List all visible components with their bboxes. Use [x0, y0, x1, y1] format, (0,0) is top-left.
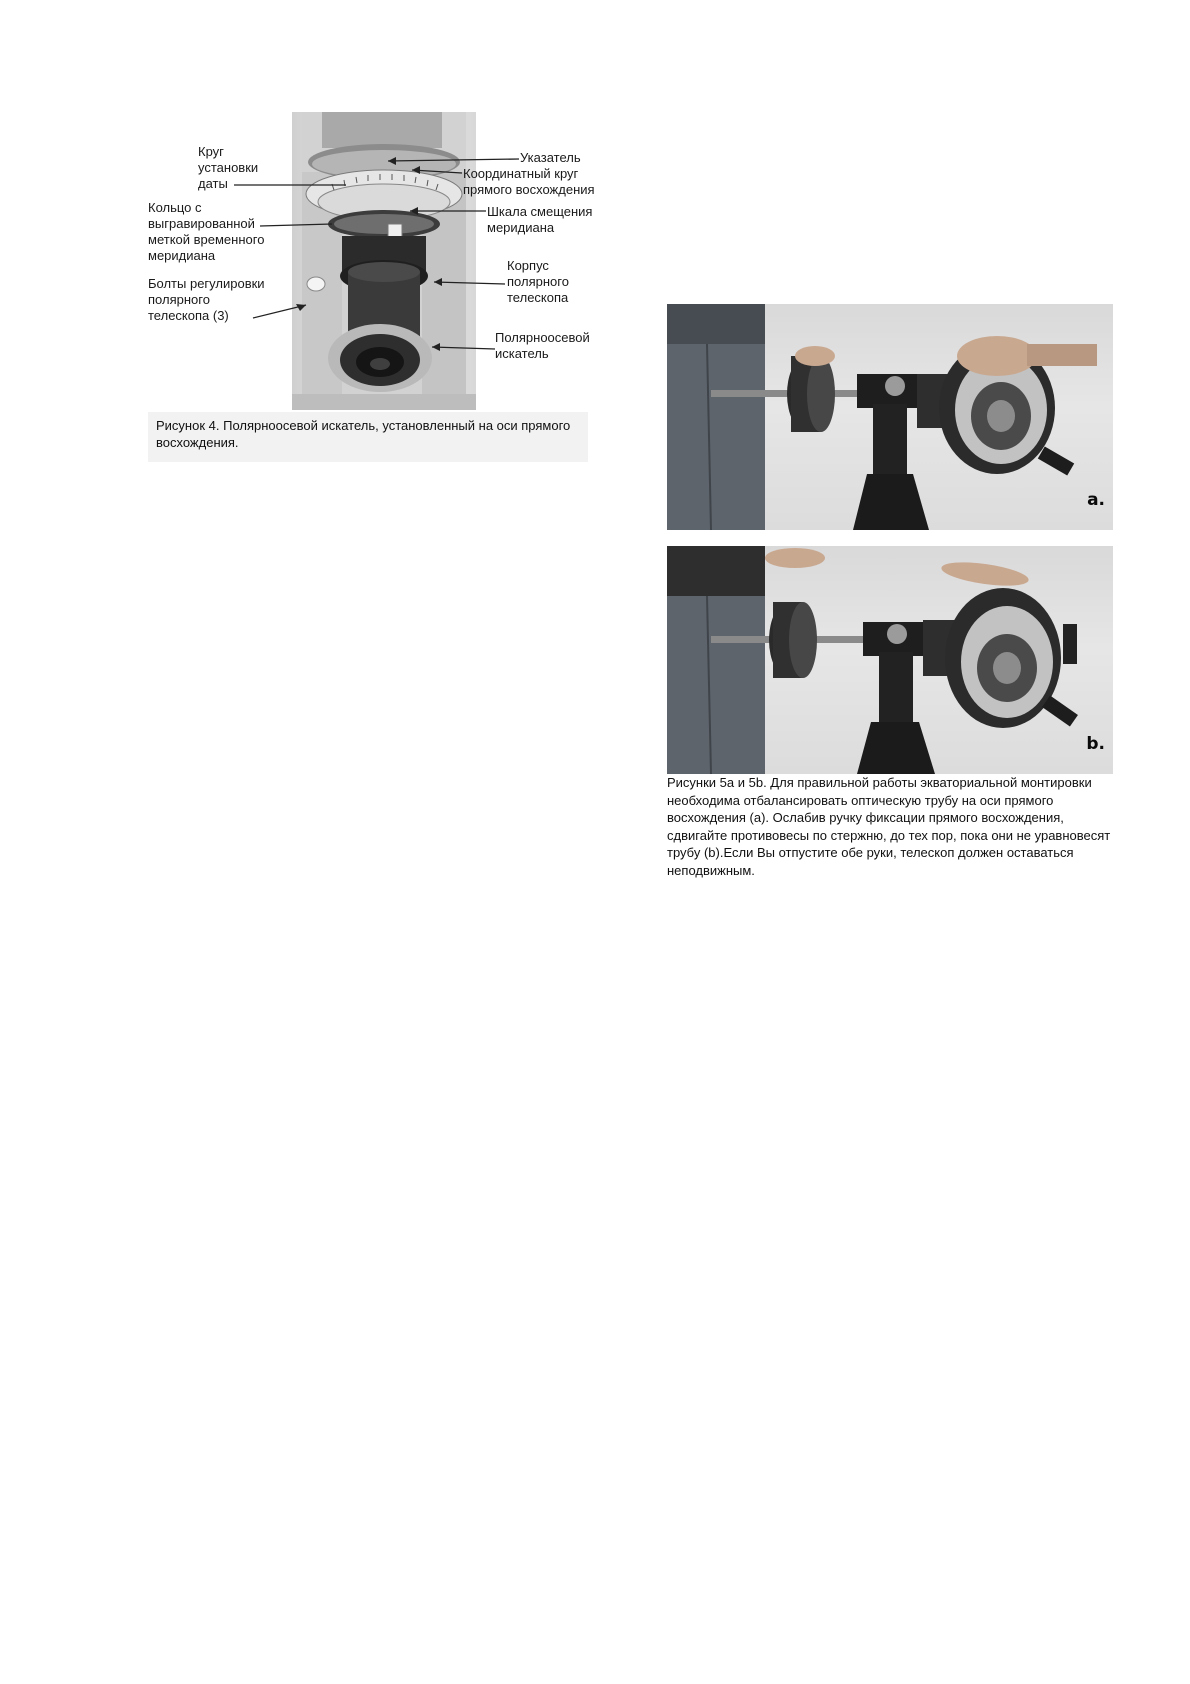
figure-5-caption: Рисунки 5a и 5b. Для правильной работы экваториальной монтировки необходима отбалансировать оптическую трубу на оси прямого восхождения (a). Ослабив ручку фиксации прямого восхождения, сдвигайте противовесы по стержню, до тех пор, пока они не уравновесят трубу (b).Если Вы отпустите обе руки, телескоп должен оставаться неподвижным.: [667, 775, 1111, 878]
callout-meridian-ring: Кольцо с выгравированной меткой временного меридиана: [148, 200, 265, 263]
callout-date-circle: Круг установки даты: [198, 144, 259, 191]
figure-4-caption: Рисунок 4. Полярноосевой искатель, установленный на оси прямого восхождения.: [148, 412, 588, 462]
balance-photo-b: [667, 546, 1113, 774]
callout-pointer: Указатель: [520, 150, 581, 165]
panel-label-b: b.: [1086, 734, 1105, 754]
callout-polar-housing: Корпус полярного телескопа: [507, 258, 569, 305]
callout-polar-finder: Полярноосевой искатель: [495, 330, 590, 361]
panel-label-a: a.: [1087, 490, 1105, 510]
callout-ra-circle: Координатный круг прямого восхождения: [463, 166, 595, 197]
callout-meridian-scale: Шкала смещения меридиана: [487, 204, 593, 235]
callout-adjustment-bolts: Болты регулировки полярного телескопа (3): [148, 276, 265, 323]
balance-photo-a: [667, 304, 1113, 530]
